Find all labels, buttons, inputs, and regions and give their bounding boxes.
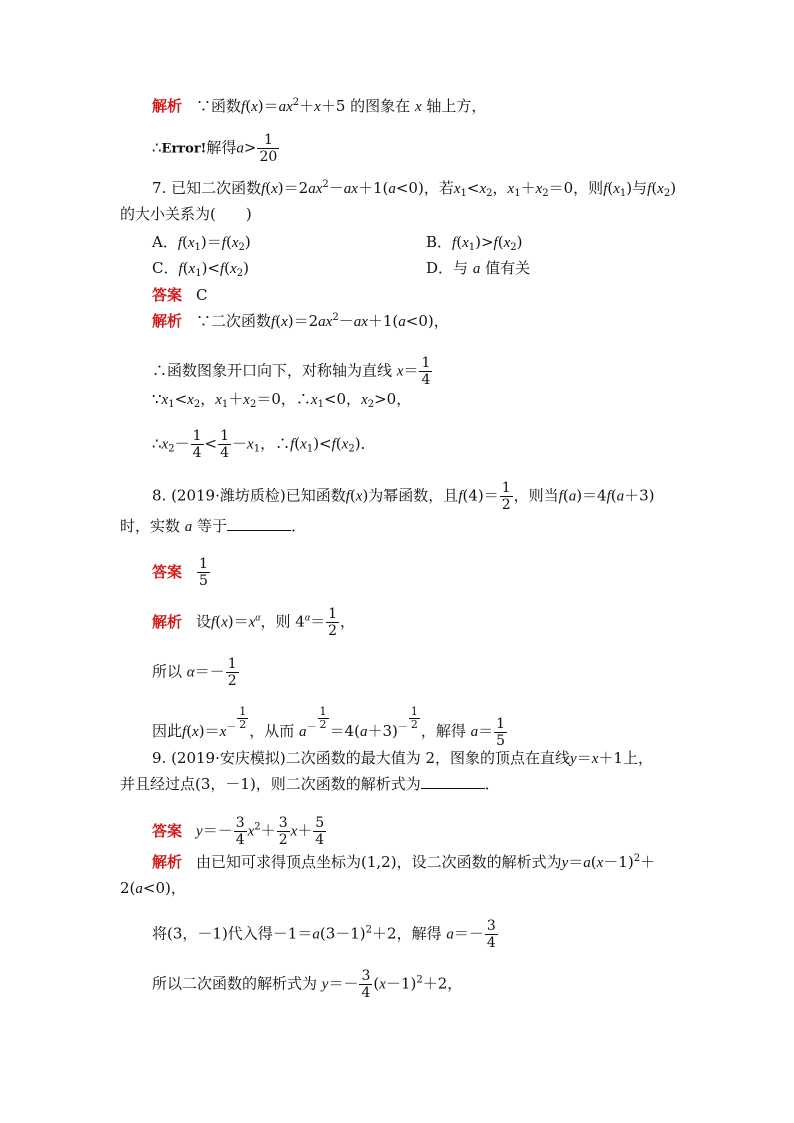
solution-line: 解析 ∵二次函数$f(x)=2ax^2-ax+1(a<0)$， <box>152 312 449 330</box>
option-a: A．$f(x_1)=f(x_2)$ <box>152 233 251 253</box>
question-text: 7. 已知二次函数 <box>152 179 262 197</box>
analysis-tag: 解析 <box>152 312 183 330</box>
answer-tag: 答案 <box>152 821 183 840</box>
solution-line: ∴函数图象开口向下，对称轴为直线 x＝ $\frac{1}{4}$ <box>152 355 431 388</box>
fraction: $\frac{3}{4}$ <box>235 815 245 848</box>
text: 轴上方， <box>426 97 487 115</box>
fraction: $\frac{1}{4}$ <box>421 355 431 388</box>
solution-line: 解析 由已知可求得顶点坐标为(1,2)，设二次函数的解析式为$y=a(x-1)^2+$ <box>152 853 656 871</box>
option-label: A． <box>152 233 178 251</box>
solution-line: ∴Error!解得a> $\frac{1}{20}$ <box>152 132 278 165</box>
solution-line: 所以 α＝－ $\frac{1}{2}$ <box>152 656 237 689</box>
analysis-tag: 解析 <box>152 853 183 871</box>
text: 与 <box>632 179 648 197</box>
therefore-symbol: ∴ <box>152 434 162 453</box>
text: 时，实数 <box>120 517 181 535</box>
option-text: 值有关 <box>485 259 531 277</box>
fraction: $\frac{1}{2}$ <box>501 480 511 513</box>
text: 并且经过点(3，－1)，则二次函数的解析式为 <box>120 775 421 793</box>
answer-blank <box>421 774 485 789</box>
text: 所以 <box>152 662 183 681</box>
question-9-cont: 并且经过点(3，－1)，则二次函数的解析式为 ． <box>120 775 500 793</box>
text: 为幂函数，且 <box>368 486 459 505</box>
solution-line: 所以二次函数的解析式为 y＝－ $\frac{3}{4}$ $(x-1)^2+2$， <box>152 968 463 1001</box>
analysis-tag: 解析 <box>152 612 183 631</box>
option-d: D．与 a 值有关 <box>426 259 531 277</box>
text: ，则 <box>260 612 291 631</box>
text: 所以二次函数的解析式为 <box>152 974 318 993</box>
answer-tag: 答案 <box>152 286 183 304</box>
fraction: $\frac{1}{2}$ <box>319 705 327 731</box>
fraction: $\frac{1}{2}$ <box>227 656 237 689</box>
solution-line: $\therefore x_2-$ $\frac{1}{4}$ < $\frac{1}{4}$ $-x_1$，$\therefore f(x_1)<f(x_2)$． <box>152 428 376 461</box>
fraction: $\frac{1}{5}$ <box>496 715 506 749</box>
analysis-tag: 解析 <box>152 97 183 115</box>
option-label: B． <box>426 233 453 251</box>
text: 等于 <box>197 517 228 535</box>
text: ∵函数 <box>196 97 242 115</box>
text: ∴函数图象开口向下，对称轴为直线 <box>152 361 393 380</box>
text: ∵二次函数 <box>196 312 272 330</box>
therefore-symbol: ∴ <box>152 138 162 157</box>
text: 将(3，－1)代入得－1＝ <box>152 924 313 943</box>
fraction: $\frac{5}{4}$ <box>315 815 325 848</box>
option-b: B．$f(x_1)>f(x_2)$ <box>426 233 523 253</box>
text: 上， <box>622 749 653 767</box>
fraction: $\frac{1}{5}$ <box>199 556 208 589</box>
solution-line-cont: 2(a<0)， <box>120 879 186 897</box>
because-symbol: ∵ <box>152 390 162 408</box>
text: 因此 <box>152 722 183 740</box>
solution-line: 解析 ∵函数$f(x)=ax^2+x+5$ 的图象在 x 轴上方， <box>152 97 487 115</box>
fraction: $\frac{1}{2}$ <box>410 705 418 731</box>
question-7-cont <box>120 204 252 224</box>
answer-line <box>152 285 208 305</box>
question-text: 8. (2019·潍坊质检)已知函数 <box>152 486 346 505</box>
text: ，则 <box>573 179 604 197</box>
fraction: $\frac{3}{4}$ <box>486 918 496 951</box>
fraction: $\frac{1}{20}$ <box>259 132 278 165</box>
question-8: 8. (2019·潍坊质检)已知函数f(x)为幂函数，且f(4)＝ $\frac{1}{2}$ ，则当f(a)＝4f(a＋3) <box>152 480 655 513</box>
text: ，若 <box>423 179 454 197</box>
answer-blank <box>227 516 291 531</box>
solution-line: $\because x_1<x_2$，$x_1+x_2=0$，$\therefore x_1<0$，$x_2>0$， <box>152 390 412 410</box>
option-c: C．$f(x_1)<f(x_2)$ <box>152 259 249 279</box>
fraction: $\frac{3}{2}$ <box>278 815 288 848</box>
answer-line <box>152 556 211 589</box>
solution-line: 解析 设$f(x)=x^\alpha$，则 $4^\alpha=$ $\frac{1}{2}$ ， <box>152 606 356 639</box>
option-label: C． <box>152 259 179 277</box>
text: 的图象在 <box>350 97 411 115</box>
solution-line: 因此f(x)＝x－ $\frac{1}{2}$ ，从而 a－ $\frac{1}{2}$ ＝4(a＋3)－ $\frac{1}{2}$ ，解得 a＝ $\frac{1}{5}$ <box>152 705 506 749</box>
question-text: 9. (2019·安庆模拟)二次函数的最大值为 2，图象的顶点在直线 <box>152 749 571 767</box>
question-7: 7. 已知二次函数$f(x)=2ax^2-ax+1(a<0)$，若$x_1<x_2$，$x_1+x_2=0$，则$f(x_1)$与$f(x_2)$ <box>152 179 677 199</box>
fraction: $\frac{1}{4}$ <box>192 428 202 461</box>
fraction: $\frac{1}{4}$ <box>220 428 230 461</box>
fraction: $\frac{3}{4}$ <box>361 968 371 1001</box>
text: 设 <box>196 612 212 631</box>
fraction: $\frac{1}{2}$ <box>328 606 338 639</box>
solution-line: 将(3，－1)代入得$-1=a(3-1)^2+2$，解得 a＝－ $\frac{3}{4}$ <box>152 918 496 951</box>
text: ，解得 <box>396 924 442 943</box>
text: 解得 <box>206 138 237 157</box>
answer-value: C <box>196 286 208 304</box>
text: ，解得 <box>420 722 466 740</box>
option-label: D．与 <box>426 259 469 277</box>
question-text: 的大小关系为( ) <box>120 205 252 223</box>
text: ，则当 <box>513 486 559 505</box>
text: ，从而 <box>249 722 295 740</box>
answer-tag: 答案 <box>152 562 183 581</box>
text: 2( <box>120 879 136 897</box>
fraction: $\frac{1}{2}$ <box>239 705 247 731</box>
question-9: 9. (2019·安庆模拟)二次函数的最大值为 2，图象的顶点在直线y＝x＋1上， <box>152 749 653 767</box>
question-8-cont: 时，实数 a 等于 ． <box>120 517 307 535</box>
text: 由已知可求得顶点坐标为(1,2)，设二次函数的解析式为 <box>196 853 562 871</box>
answer-line: 答案 y＝－ $\frac{3}{4}$ $x^2+$ $\frac{3}{2}$ x＋ $\frac{5}{4}$ <box>152 815 325 848</box>
error-text: Error! <box>161 141 207 157</box>
